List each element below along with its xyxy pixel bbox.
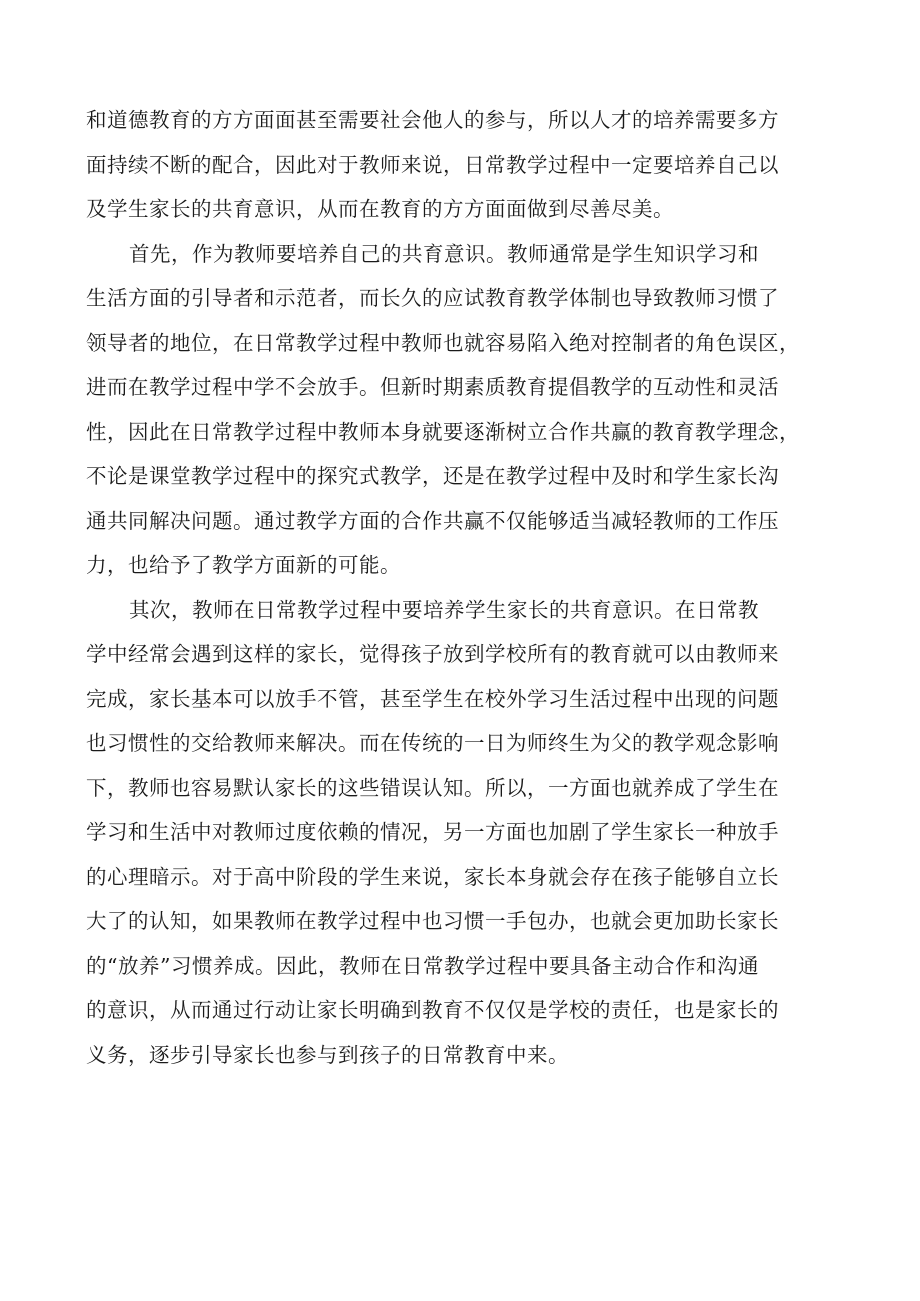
text-line: 学习和生活中对教师过度依赖的情况，另一方面也加剧了学生家长一种放手 [86, 820, 779, 844]
text-line: 力，也给予了教学方面新的可能。 [86, 553, 401, 577]
text-line: 的“放养”习惯养成。因此，教师在日常教学过程中要具备主动合作和沟通 [86, 953, 759, 978]
body-text [86, 98, 846, 1077]
text-line: 完成，家长基本可以放手不管，甚至学生在校外学习生活过程中出现的问题 [86, 686, 779, 711]
text-line: 性，因此在日常教学过程中教师本身就要逐渐树立合作共赢的教育教学理念， [86, 419, 800, 444]
text-line: 大了的认知，如果教师在教学过程中也习惯一手包办，也就会更加助长家长 [86, 909, 779, 933]
text-line: 通共同解决问题。通过教学方面的合作共赢不仅能够适当减轻教师的工作压 [86, 508, 779, 533]
text-line: 也习惯性的交给教师来解决。而在传统的一日为师终生为父的教学观念影响 [86, 731, 779, 755]
text-line: 进而在教学过程中学不会放手。但新时期素质教育提倡教学的互动性和灵活 [86, 375, 779, 399]
text-line: 首先，作为教师要培养自己的共育意识。教师通常是学生知识学习和 [129, 241, 759, 266]
paragraph-1 [86, 98, 846, 232]
text-line: 和道德教育的方方面面甚至需要社会他人的参与，所以人才的培养需要多方 [86, 108, 779, 132]
text-line: 义务，逐步引导家长也参与到孩子的日常教育中来。 [86, 1042, 569, 1067]
text-line: 学中经常会遇到这样的家长，觉得孩子放到学校所有的教育就可以由教师来 [86, 642, 779, 666]
text-line: 面持续不断的配合，因此对于教师来说，日常教学过程中一定要培养自己以 [86, 152, 779, 177]
text-line: 的心理暗示。对于高中阶段的学生来说，家长本身就会存在孩子能够自立长 [86, 864, 779, 889]
text-line: 的意识，从而通过行动让家长明确到教育不仅仅是学校的责任，也是家长的 [86, 998, 779, 1022]
text-line: 不论是课堂教学过程中的探究式教学，还是在教学过程中及时和学生家长沟 [86, 464, 779, 488]
text-line: 生活方面的引导者和示范者，而长久的应试教育教学体制也导致教师习惯了 [86, 286, 779, 310]
text-line: 及学生家长的共育意识，从而在教育的方方面面做到尽善尽美。 [86, 197, 674, 221]
text-line: 其次，教师在日常教学过程中要培养学生家长的共育意识。在日常教 [129, 597, 759, 622]
paragraph-3 [86, 588, 846, 1078]
text-line: 领导者的地位，在日常教学过程中教师也就容易陷入绝对控制者的角色误区， [86, 330, 800, 355]
text-line: 下，教师也容易默认家长的这些错误认知。所以，一方面也就养成了学生在 [86, 775, 779, 800]
paragraph-2 [86, 232, 846, 588]
